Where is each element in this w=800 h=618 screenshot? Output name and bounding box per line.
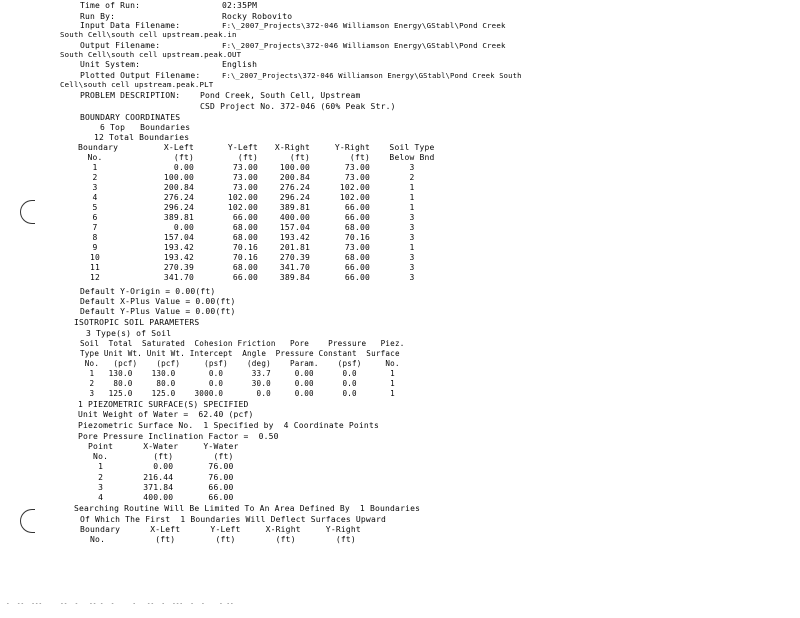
soil-row: 2 80.0 80.0 0.0 30.0 0.00 0.0 1: [80, 379, 395, 388]
boundary-cell: 66.00: [344, 273, 370, 282]
boundary-cell: 2: [409, 173, 415, 182]
time-of-run: 02:35PM: [222, 1, 258, 10]
run-by-label: Run By:: [80, 12, 116, 21]
boundary-cell: (ft): [237, 153, 258, 162]
run-by: Rocky Robovito: [222, 12, 293, 21]
total-boundary-count: 12 Total Boundaries: [94, 133, 190, 142]
boundary-cell: 73.00: [344, 163, 370, 172]
boundary-cell: 200.84: [279, 173, 310, 182]
soil-count: 3 Type(s) of Soil: [86, 329, 172, 338]
input-label: Input Data Filename:: [80, 21, 181, 30]
boundary-cell: 73.00: [344, 243, 370, 252]
soil-header-3: No. (pcf) (pcf) (psf) (deg) Param. (psf) No.: [80, 359, 400, 368]
boundary-cell: 3: [409, 263, 415, 272]
boundary-cell: (ft): [173, 153, 194, 162]
boundary-cell: 70.16: [232, 243, 258, 252]
boundary-cell: 3: [409, 163, 415, 172]
output-file: F:\_2007_Projects\372-046 Williamson Energy\GStabl\Pond Creek: [222, 41, 506, 50]
boundary-cell: 68.00: [232, 263, 258, 272]
boundary-cell: 276.24: [163, 193, 194, 202]
piezo-header-2: No. (ft) (ft): [78, 452, 234, 461]
boundary-cell: 66.00: [344, 263, 370, 272]
boundary-cell: 10: [89, 253, 101, 262]
problem-desc-2: CSD Project No. 372-046 (60% Peak Str.): [200, 102, 396, 111]
boundary-cell: 2: [92, 173, 98, 182]
boundary-cell: 73.00: [232, 173, 258, 182]
boundary-cell: 1: [92, 163, 98, 172]
boundary-title: BOUNDARY COORDINATES: [80, 113, 181, 122]
search-line-2: Of Which The First 1 Boundaries Will Deflect Surfaces Upward: [80, 515, 387, 524]
input-file-cont: South Cell\south cell upstream.peak.in: [60, 30, 237, 39]
plotted-file-cont: Cell\south cell upstream.peak.PLT: [60, 80, 214, 89]
boundary-cell: Y-Right: [334, 143, 370, 152]
boundary-cell: 157.04: [163, 233, 194, 242]
boundary-cell: 296.24: [279, 193, 310, 202]
boundary-cell: (ft): [349, 153, 370, 162]
boundary-cell: 5: [92, 203, 98, 212]
boundary-cell: 73.00: [232, 183, 258, 192]
boundary-cell: 102.00: [339, 183, 370, 192]
piezo-row: 3 371.84 66.00: [78, 483, 234, 492]
boundary-cell: 1: [409, 203, 415, 212]
boundary-cell: 3: [92, 183, 98, 192]
piezo-row: 2 216.44 76.00: [78, 473, 234, 482]
boundary-cell: X-Right: [274, 143, 310, 152]
input-file: F:\_2007_Projects\372-046 Williamson Energy\GStabl\Pond Creek: [222, 21, 506, 30]
boundary-cell: Boundary: [78, 143, 119, 152]
boundary-cell: 193.42: [163, 243, 194, 252]
boundary-cell: Y-Left: [227, 143, 258, 152]
boundary-cell: Below Bnd: [389, 153, 435, 162]
boundary-cell: 70.16: [344, 233, 370, 242]
boundary-cell: 276.24: [279, 183, 310, 192]
piezo-surface: Piezometric Surface No. 1 Specified by 4 Coordinate Points: [78, 421, 379, 430]
boundary-cell: 102.00: [227, 203, 258, 212]
boundary-cell: 157.04: [279, 223, 310, 232]
search-header-1: Boundary X-Left Y-Left X-Right Y-Right: [80, 525, 361, 534]
boundary-cell: 100.00: [279, 163, 310, 172]
pore-pressure-factor: Pore Pressure Inclination Factor = 0.50: [78, 432, 279, 441]
boundary-cell: 3: [409, 213, 415, 222]
default-x-plus: Default X-Plus Value = 0.00(ft): [80, 297, 236, 306]
boundary-cell: 193.42: [279, 233, 310, 242]
soil-row: 1 130.0 130.0 0.0 33.7 0.00 0.0 1: [80, 369, 395, 378]
binder-hole-mark: [20, 200, 35, 224]
boundary-cell: 1: [409, 193, 415, 202]
problem-desc: Pond Creek, South Cell, Upstream: [200, 91, 361, 100]
piezo-title: 1 PIEZOMETRIC SURFACE(S) SPECIFIED: [78, 400, 249, 409]
boundary-cell: 3: [409, 273, 415, 282]
boundary-cell: 1: [409, 243, 415, 252]
boundary-cell: No.: [87, 153, 103, 162]
piezo-row: 1 0.00 76.00: [78, 462, 234, 471]
soil-title: ISOTROPIC SOIL PARAMETERS: [74, 318, 200, 327]
piezo-header-1: Point X-Water Y-Water: [78, 442, 239, 451]
boundary-cell: 3: [409, 223, 415, 232]
time-of-run-label: Time of Run:: [80, 1, 141, 10]
default-y-plus: Default Y-Plus Value = 0.00(ft): [80, 307, 236, 316]
boundary-cell: 70.16: [232, 253, 258, 262]
boundary-cell: 68.00: [344, 223, 370, 232]
boundary-cell: 3: [409, 233, 415, 242]
boundary-cell: 400.00: [279, 213, 310, 222]
plotted-label: Plotted Output Filename:: [80, 71, 201, 80]
binder-hole-mark: [20, 509, 35, 533]
search-header-2: No. (ft) (ft) (ft) (ft): [80, 535, 356, 544]
boundary-cell: 270.39: [279, 253, 310, 262]
soil-row: 3 125.0 125.0 3000.0 0.0 0.00 0.0 1: [80, 389, 395, 398]
problem-label: PROBLEM DESCRIPTION:: [80, 91, 181, 100]
page-footer-noise: - -- --- -- - -- - - - -- - --- - - - --: [6, 600, 234, 607]
boundary-cell: 68.00: [232, 233, 258, 242]
boundary-cell: 389.81: [163, 213, 194, 222]
boundary-cell: 102.00: [339, 193, 370, 202]
boundary-cell: 341.70: [279, 263, 310, 272]
top-boundary-count: 6 Top Boundaries: [100, 123, 191, 132]
output-label: Output Filename:: [80, 41, 161, 50]
boundary-cell: 73.00: [232, 163, 258, 172]
boundary-cell: 68.00: [232, 223, 258, 232]
boundary-cell: 4: [92, 193, 98, 202]
boundary-cell: 0.00: [173, 163, 194, 172]
boundary-cell: 66.00: [232, 213, 258, 222]
water-unit-weight: Unit Weight of Water = 62.40 (pcf): [78, 410, 254, 419]
boundary-cell: 193.42: [163, 253, 194, 262]
boundary-cell: 341.70: [163, 273, 194, 282]
plotted-file: F:\_2007_Projects\372-046 Williamson Energy\GStabl\Pond Creek South: [222, 71, 522, 80]
boundary-cell: 200.84: [163, 183, 194, 192]
boundary-cell: 389.81: [279, 203, 310, 212]
boundary-cell: Soil Type: [389, 143, 435, 152]
boundary-cell: 11: [89, 263, 101, 272]
boundary-cell: 3: [409, 253, 415, 262]
default-y-origin: Default Y-Origin = 0.00(ft): [80, 287, 216, 296]
soil-header-1: Soil Total Saturated Cohesion Friction Pore Pressure Piez.: [80, 339, 405, 348]
boundary-cell: 66.00: [232, 273, 258, 282]
boundary-cell: 73.00: [344, 173, 370, 182]
boundary-cell: 102.00: [227, 193, 258, 202]
boundary-cell: 66.00: [344, 203, 370, 212]
boundary-cell: 0.00: [173, 223, 194, 232]
unit-system: English: [222, 60, 258, 69]
search-line-1: Searching Routine Will Be Limited To An Area Defined By 1 Boundaries: [74, 504, 421, 513]
boundary-cell: 296.24: [163, 203, 194, 212]
boundary-cell: 66.00: [344, 213, 370, 222]
piezo-row: 4 400.00 66.00: [78, 493, 234, 502]
boundary-cell: (ft): [289, 153, 310, 162]
boundary-cell: X-Left: [163, 143, 194, 152]
boundary-cell: 8: [92, 233, 98, 242]
boundary-cell: 6: [92, 213, 98, 222]
boundary-cell: 389.84: [279, 273, 310, 282]
unit-label: Unit System:: [80, 60, 141, 69]
boundary-cell: 201.81: [279, 243, 310, 252]
boundary-cell: 270.39: [163, 263, 194, 272]
boundary-cell: 1: [409, 183, 415, 192]
boundary-cell: 100.00: [163, 173, 194, 182]
boundary-cell: 68.00: [344, 253, 370, 262]
soil-header-2: Type Unit Wt. Unit Wt. Intercept Angle Pressure Constant Surface: [80, 349, 400, 358]
boundary-cell: 9: [92, 243, 98, 252]
boundary-cell: 12: [89, 273, 101, 282]
boundary-cell: 7: [92, 223, 98, 232]
output-file-cont: South Cell\south cell upstream.peak.OUT: [60, 50, 242, 59]
